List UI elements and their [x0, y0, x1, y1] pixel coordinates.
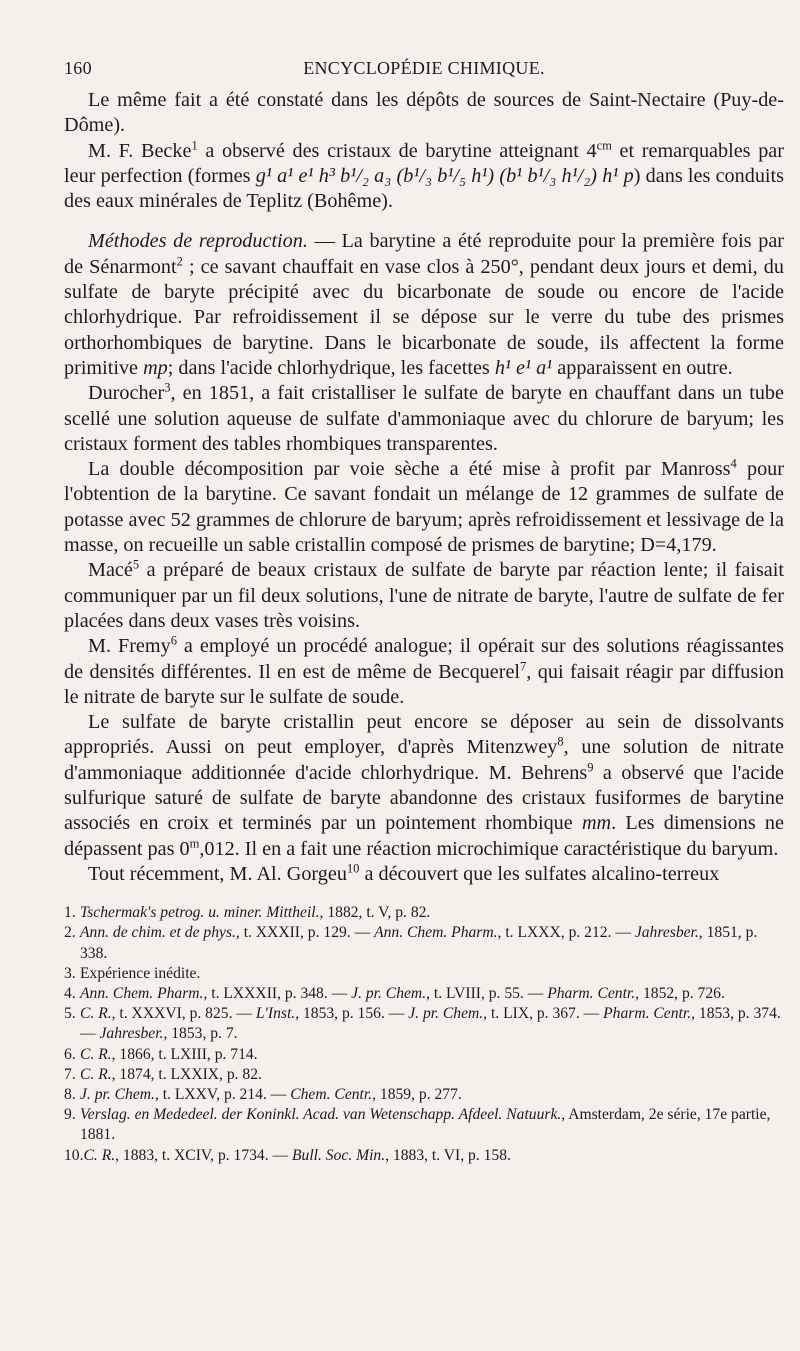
footnote-ref: 7 — [520, 658, 527, 673]
footnote-text: , 1853, p. 156. — — [295, 1005, 409, 1023]
footnote-ref: 1 — [191, 137, 198, 152]
paragraph-dissolvants: Le sulfate de baryte cristallin peut encore se déposer au sein de dissolvants appropriés. Aussi on peut employer, d'après Mitenzwey$^8$, une solution de nitrate d'ammoniaque additionnée d'acide chlorhydrique. M. Behrens$^9$ a observé que l'acide sulfurique saturé de sulfate de baryte abandonne des cristaux fusiformes de barytine associés en croix et terminés par un pointement rhombique mm. Les dimensions ne dépassent pas 0$^m$,012. Il en a fait une réaction microchimique caractéristique du baryum. — [64, 711, 784, 860]
page-number: 160 — [64, 58, 92, 78]
footnote-text: J. pr. Chem. — [351, 985, 427, 1003]
unit-cm: cm — [596, 137, 612, 152]
footnote-text: , 1883, t. VI, p. 158. — [385, 1146, 511, 1164]
footnote-text: , 1882, t. V, p. 82. — [319, 904, 431, 922]
footnote-text: , t. XXXII, p. 129. — — [235, 924, 375, 942]
footnote-2 — [64, 923, 784, 963]
footnote-text: Jahresber. — [634, 924, 699, 942]
unit-m: m — [189, 835, 200, 850]
footnote-text: Pharm. Centr. — [603, 1005, 692, 1023]
footnote-text: , t. LXXXII, p. 348. — — [203, 985, 352, 1003]
footnote-text: , t. LXXX, p. 212. — — [497, 924, 635, 942]
footnote-text: Tschermak's petrog. u. miner. Mittheil. — [80, 904, 320, 922]
footnote-7 — [64, 1065, 784, 1085]
footnote-text: J. pr. Chem. — [408, 1005, 484, 1023]
running-title: ENCYCLOPÉDIE CHIMIQUE. — [303, 58, 545, 78]
footnote-number: 3. — [64, 964, 76, 982]
footnote-text: L'Inst. — [255, 1005, 296, 1023]
footnote-ref: 10 — [346, 861, 360, 876]
footnote-number: 5. — [64, 1005, 76, 1023]
footnote-ref: 2 — [176, 254, 183, 269]
footnote-ref: 8 — [557, 734, 564, 749]
footnote-number: 8. — [64, 1086, 76, 1104]
footnote-text: , 1851, p. 338. — [80, 924, 758, 962]
paragraph-saint-nectaire: Le même fait a été constaté dans les dépôts de sources de Saint-Nectaire (Puy-de-Dôme). — [64, 89, 784, 137]
footnote-number: 1. — [64, 904, 76, 922]
footnote-number: 7. — [64, 1065, 76, 1083]
footnote-text: , Amsterdam, 2e série, 17e partie, 1881. — [80, 1106, 771, 1144]
footnote-ref: 9 — [587, 759, 594, 774]
crystal-forms-formula: g¹ a¹ e¹ h³ b¹/₂ a₃ (b¹/₃ b¹/₅ h¹) (b¹ b¹/₃ h¹/₂) h¹ p — [255, 164, 634, 187]
footnote-text: , 1853, p. 374. — — [80, 1005, 781, 1043]
footnote-9 — [64, 1105, 784, 1145]
footnote-ref: 6 — [170, 633, 177, 648]
footnote-text: , 1874, t. LXXIX, p. 82. — [111, 1065, 262, 1083]
footnote-text: , t. LXXV, p. 214. — — [154, 1086, 291, 1104]
footnote-text: , 1859, p. 277. — [372, 1086, 462, 1104]
paragraph-methodes: Méthodes de reproduction. — La barytine a été reproduite pour la première fois par de Sénarmont$^2$ ; ce savant chauffait en vase clos à 250°, pendant deux jours et demi, du sulfate de baryte précipité avec du bicarbonate de soude ou encore de l'acide chlorhydrique. Par refroidissement il se dépose sur le verre du tube des prismes orthorhombiques de barytine. Dans le bicarbonate de soude, ils affectent la forme primitive mp; dans l'acide chlorhydrique, les facettes h¹ e¹ a¹ apparaissent en outre. — [64, 230, 785, 379]
paragraph-mace: Macé$^5$ a préparé de beaux cristaux de sulfate de baryte par réaction lente; il faisait communiquer par un fil deux solutions, l'une de nitrate de baryte, l'autre de sulfate de fer placées dans deux vases très voisins. — [64, 557, 784, 632]
footnote-text: Verslag. en Mededeel. der Koninkl. Acad. van Wetenschapp. Afdeel. Natuurk. — [80, 1106, 562, 1124]
paragraph-durocher: Durocher$^3$, en 1851, a fait cristalliser le sulfate de baryte en chauffant dans un tube scellé une solution aqueuse de sulfate d'ammoniaque avec du chlorure de baryum; les cristaux forment des tables rhombiques transparentes. — [64, 380, 784, 455]
footnote-text: Ann. de chim. et de phys. — [80, 924, 236, 942]
footnote-text: Ann. Chem. Pharm. — [374, 924, 498, 942]
footnote-1 — [64, 903, 784, 923]
footnote-8 — [64, 1085, 784, 1105]
paragraph-fremy: M. Fremy$^6$ a employé un procédé analogue; il opérait sur des solutions réagissantes de densités différentes. Il en est de même de Becquerel$^7$, qui faisait réagir par diffusion le nitrate de baryte sur le sulfate de soude. — [64, 633, 784, 708]
footnote-number: 2. — [64, 924, 76, 942]
footnote-number: 4. — [64, 985, 76, 1003]
footnote-ref: 3 — [164, 380, 171, 395]
paragraph-manross: La double décomposition par voie sèche a été mise à profit par Manross$^4$ pour l'obtention de la barytine. Ce savant fondait un mélange de 12 grammes de sulfate de potasse avec 52 grammes de chlorure de baryum; après refroidissement et lessivage de la masse, on recueille un sable cristallin composé de prismes de barytine; D=4,179. — [64, 456, 784, 557]
footnote-text: C. R. — [83, 1146, 116, 1164]
footnote-text: Jahresber. — [99, 1025, 164, 1043]
footnote-text: Chem. Centr. — [290, 1086, 373, 1104]
footnotes — [64, 903, 784, 1166]
footnote-number: 10. — [64, 1146, 84, 1164]
footnote-text: Ann. Chem. Pharm. — [80, 985, 204, 1003]
page-header — [64, 58, 784, 88]
footnote-text: , 1883, t. XCIV, p. 1734. — — [115, 1146, 293, 1164]
body-text — [64, 88, 784, 887]
footnote-text: C. R. — [80, 1045, 112, 1063]
footnote-6 — [64, 1045, 784, 1065]
footnote-text: , t. XXXVI, p. 825. — — [111, 1005, 256, 1023]
footnote-ref: 5 — [132, 557, 140, 572]
section-heading: Méthodes de reproduction. — [88, 230, 308, 253]
footnote-number: 9. — [64, 1106, 76, 1124]
facettes-formula: h¹ e¹ a¹ — [494, 356, 553, 379]
footnote-text: C. R. — [80, 1065, 112, 1083]
footnote-number: 6. — [64, 1045, 76, 1063]
footnote-3 — [64, 964, 784, 984]
footnote-text: , 1853, p. 7. — [163, 1025, 238, 1043]
paragraph-becke: M. F. Becke$^1$ a observé des cristaux de barytine atteignant $4^{cm}$ et remarquables par leur perfection (formes g¹ a¹ e¹ h³ b¹/₂ a₃ (b¹/₃ b¹/₅ h¹) (b¹ b¹/₃ h¹/₂) h¹ p) dans les conduits des eaux minérales de Teplitz (Bohême). — [64, 137, 784, 213]
footnote-text: J. pr. Chem. — [80, 1086, 155, 1104]
footnote-10 — [64, 1146, 784, 1166]
footnote-text: C. R. — [80, 1005, 112, 1023]
footnote-ref: 4 — [730, 456, 737, 471]
footnote-text: Expérience inédite. — [80, 964, 201, 982]
document-page — [64, 58, 784, 1166]
paragraph-gorgeu: Tout récemment, M. Al. Gorgeu$^{10}$ a découvert que les sulfates alcalino-terreux — [88, 861, 720, 885]
footnote-text: Pharm. Centr. — [547, 985, 636, 1003]
footnote-5 — [64, 1004, 784, 1044]
footnote-text: , t. LVIII, p. 55. — — [426, 985, 548, 1003]
footnote-text: , 1866, t. LXIII, p. 714. — [111, 1045, 258, 1063]
footnote-text: , t. LIX, p. 367. — — [483, 1005, 604, 1023]
footnote-text: Bull. Soc. Min. — [292, 1146, 386, 1164]
footnote-text: , 1852, p. 726. — [635, 985, 725, 1003]
footnote-4 — [64, 984, 784, 1004]
